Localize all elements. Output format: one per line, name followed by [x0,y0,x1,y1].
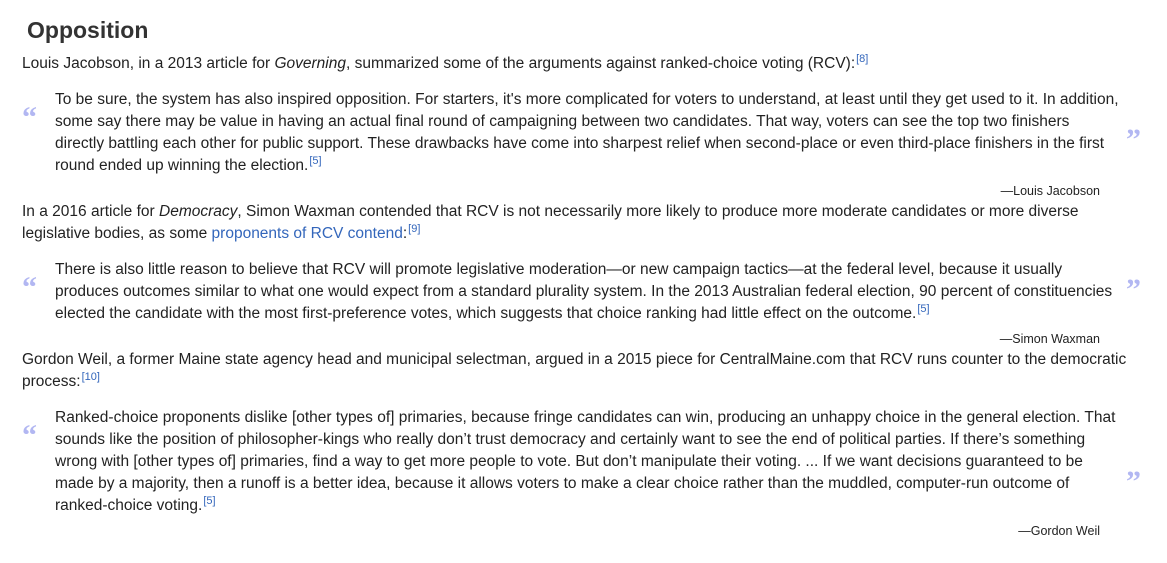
intro-text-after: , summarized some of the arguments against ranked-choice voting (RCV): [345,55,856,72]
proponents-link[interactable]: proponents of RCV contend [211,225,403,242]
reference-link[interactable] [856,53,868,65]
intro-text-before: Louis Jacobson, in a 2013 article for [22,55,275,72]
intro-paragraph-jacobson [22,53,1132,75]
quote-text [55,259,1121,325]
reference-link[interactable] [309,155,321,167]
publication-title: Democracy [159,203,238,220]
reference-5-link[interactable]: [5] [203,494,216,507]
intro-paragraph-weil [22,349,1132,393]
quote-text [55,89,1121,177]
quote-text [55,407,1121,517]
reference-link[interactable] [408,223,420,235]
reference-9-link[interactable]: [9] [408,222,421,235]
reference-link[interactable] [203,495,215,507]
open-quote-icon: “ [22,419,37,452]
reference-5-link[interactable]: [5] [309,154,322,167]
intro-text-before: In a 2016 article for [22,203,159,220]
intro-text: Gordon Weil, a former Maine state agency head and municipal selectman, argued in a 2015 piece for CentralMaine.com that RCV runs counter to the democratic process: [22,351,1127,390]
reference-10-link[interactable]: [10] [81,370,100,383]
reference-link[interactable] [917,303,929,315]
quote-body: To be sure, the system has also inspired opposition. For starters, it's more complicated for voters to understand, at least until they get used to it. In addition, some say there may be value in having an actual final round of campaigning between two candidates. That way, voters can see the top two finishers directly battling each other for public support. These drawbacks have come into sharpest relief when second-place or even third-place finishers in the first round ended up winning the election. [55,91,1119,174]
intro-text-after: : [402,225,408,242]
intro-paragraph-waxman [22,201,1132,245]
publication-title: Governing [274,55,346,72]
blockquote-waxman [22,259,1147,349]
reference-8-link[interactable]: [8] [856,52,869,65]
intro-text-middle: , Simon Waxman contended that RCV is not necessarily more likely to produce more moderate candidates or more diverse legislative bodies, as some [22,203,1079,242]
open-quote-icon: “ [22,271,37,304]
blockquote-jacobson [22,89,1147,201]
quote-body: Ranked-choice proponents dislike [other types of] primaries, because fringe candidates can win, producing an unhappy choice in the general election. That sounds like the position of philosopher-kings who really don’t trust democracy and certainly want to see the end of political parties. If there’s something wrong with [other types of] primaries, find a way to get more people to vote. But don’t manipulate their voting. ... If we want decisions guaranteed to be made by a majority, then a runoff is a better idea, because it allows voters to make a clear choice rather than the muddled, computer-run outcome of ranked-choice voting. [55,409,1116,514]
reference-5-link[interactable]: [5] [917,302,930,315]
close-quote-icon: ” [1126,123,1141,156]
quote-body: There is also little reason to believe that RCV will promote legislative moderation—or new campaign tactics—at the federal level, because it usually produces outcomes similar to what one would expect from a standard plurality system. In the 2013 Australian federal election, 90 percent of constituencies elected the candidate with the most first-preference votes, which suggests that choice ranking had little effect on the outcome. [55,261,1113,322]
reference-link[interactable] [82,371,100,383]
blockquote-weil [22,407,1147,543]
section-heading: Opposition [27,17,149,43]
quote-attribution: —Louis Jacobson [1000,184,1100,198]
quote-attribution: —Simon Waxman [999,332,1100,346]
close-quote-icon: ” [1126,273,1141,306]
quote-attribution: —Gordon Weil [1018,524,1100,538]
close-quote-icon: ” [1126,465,1141,498]
open-quote-icon: “ [22,101,37,134]
